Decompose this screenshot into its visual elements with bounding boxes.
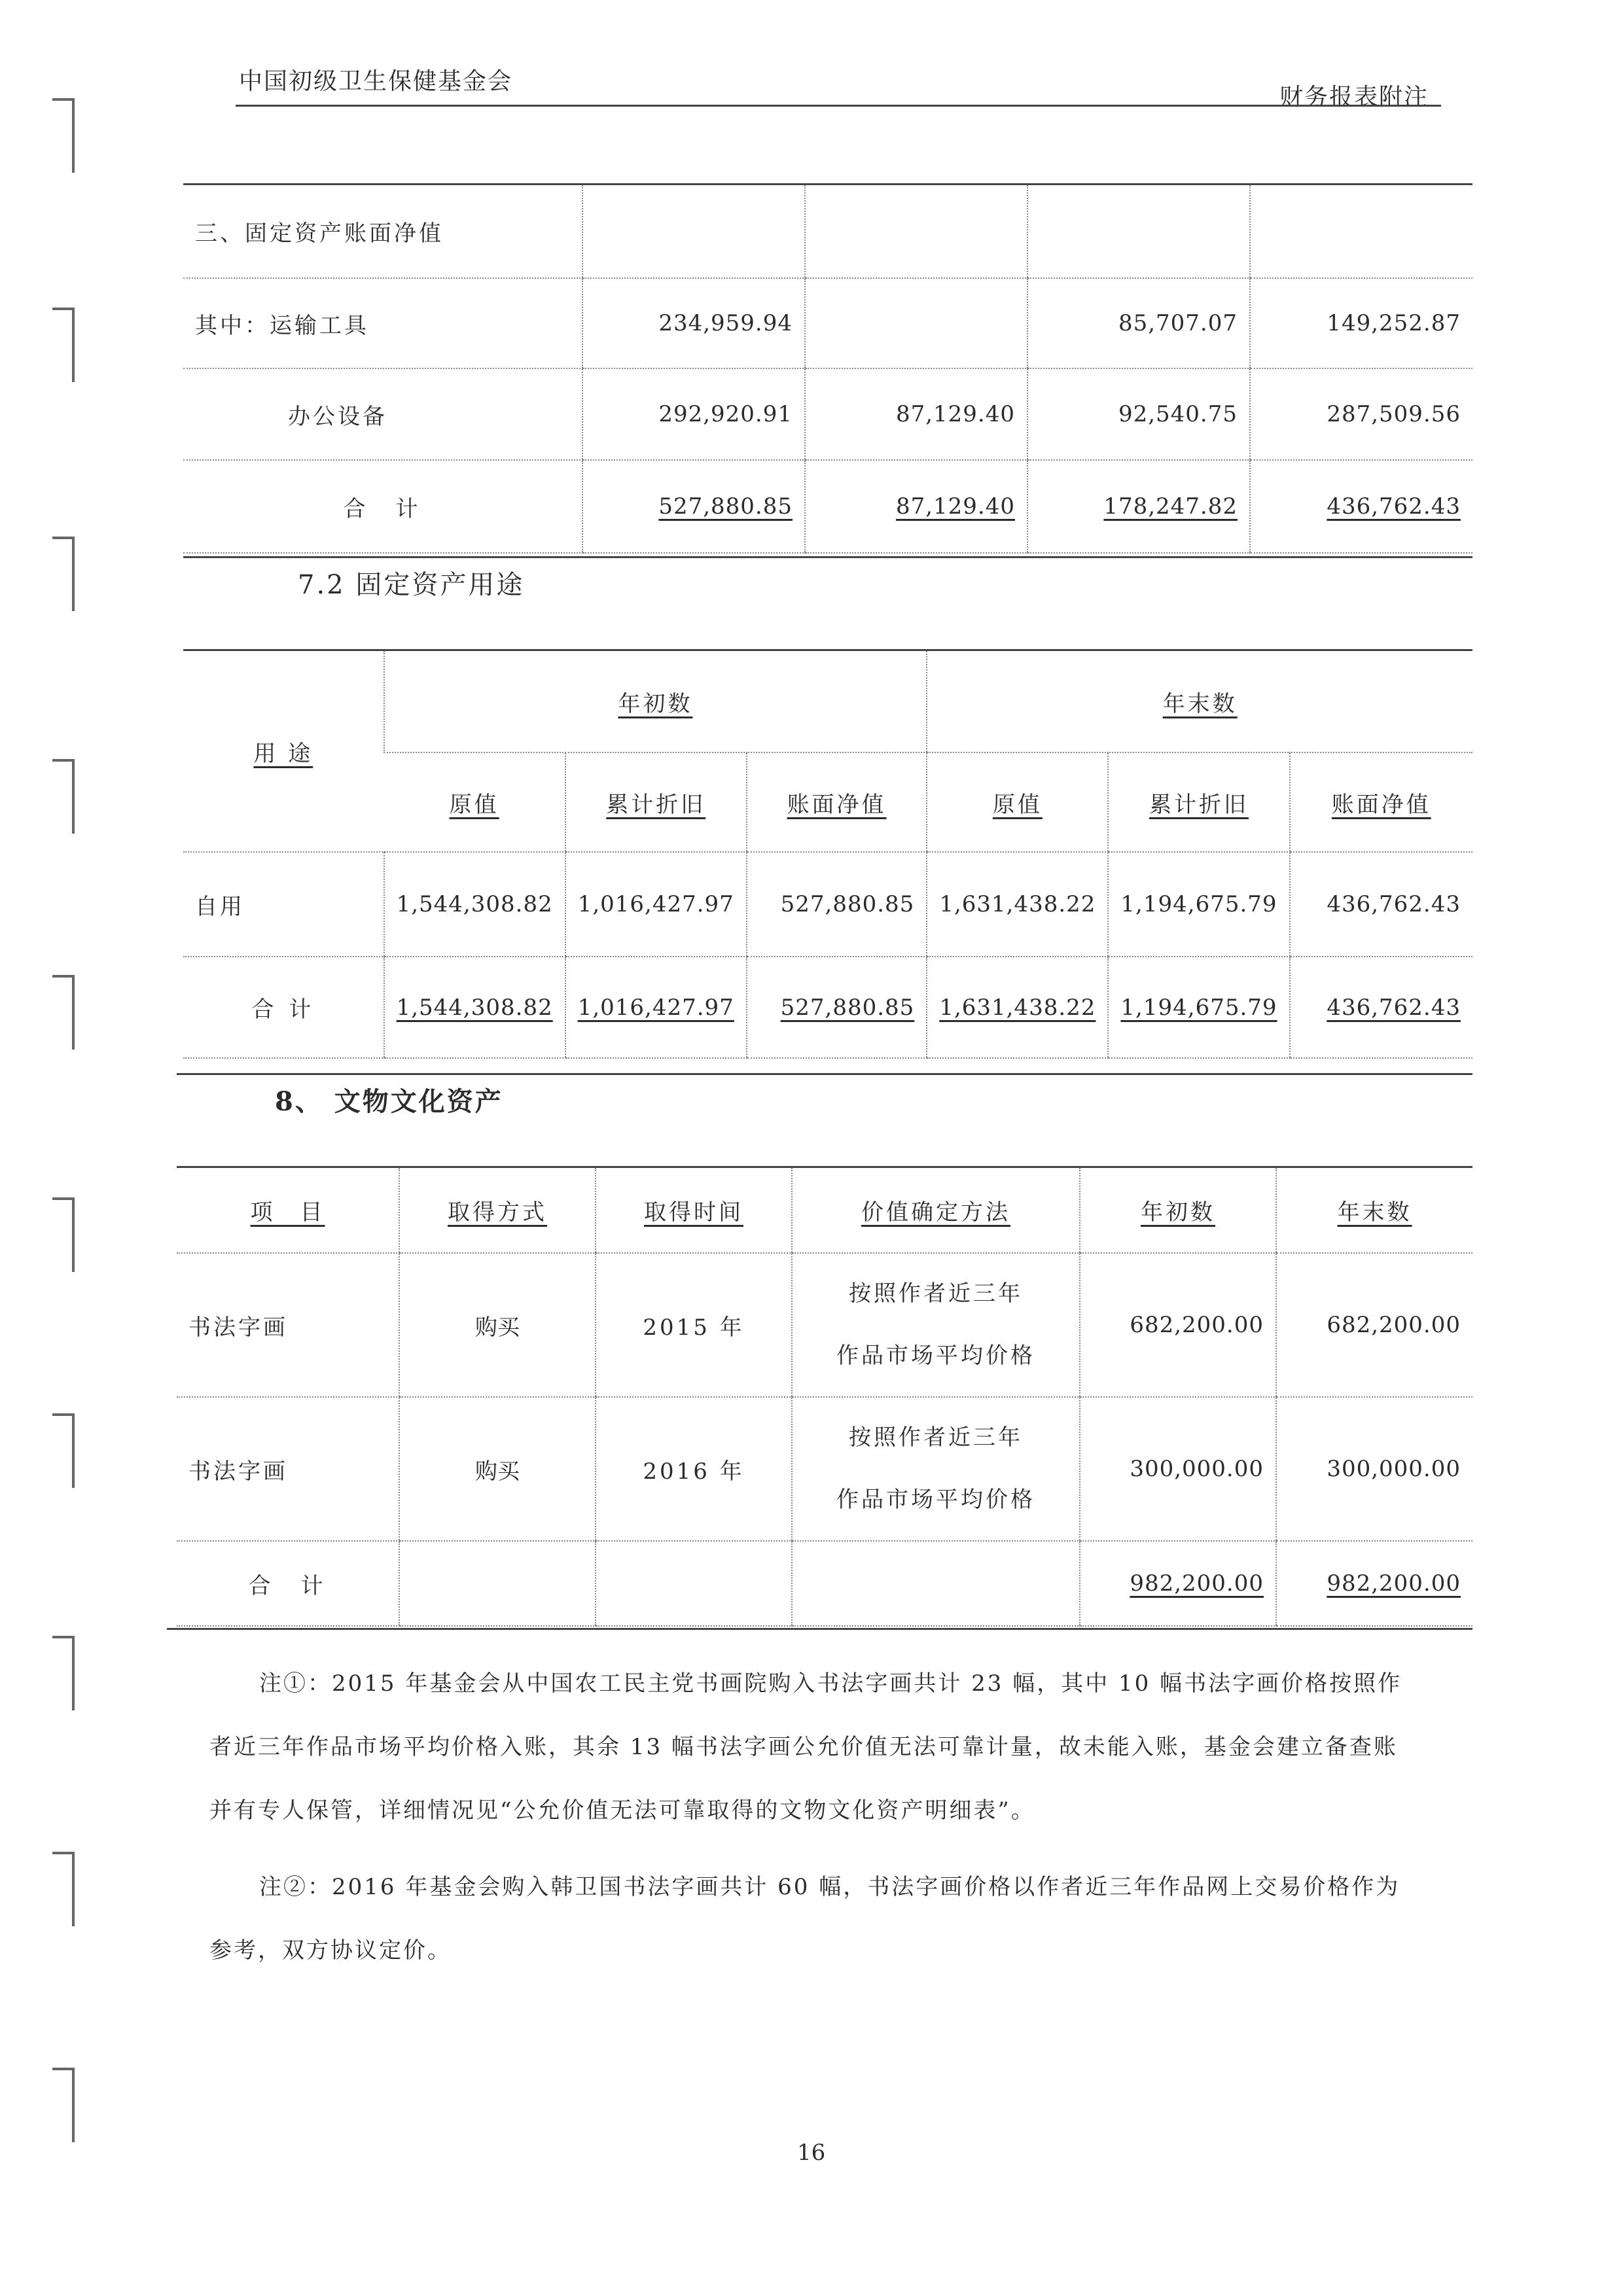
cell: 436,762.43: [1327, 994, 1461, 1021]
group-header-begin-text: 年初数: [618, 690, 693, 717]
table-header-row: [177, 1168, 1472, 1253]
row-label: 合 计: [177, 1541, 399, 1626]
table-row: [183, 852, 1472, 957]
note-1: 注①：2015 年基金会从中国农工民主党书画院购入书法字画共计 23 幅，其中 10 幅书法字画价格按照作者近三年作品市场平均价格入账，其余 13 幅书法字画公允价值无法可靠计量，故未能入账，基金会建立备查账并有专人保管，详细情况见“公允价值无法可靠取得的文物文化资产明细表”。: [209, 1670, 1402, 1824]
table-row-total: [183, 957, 1472, 1058]
group-header-end-text: 年末数: [1162, 690, 1238, 717]
cell: 1,016,427.97: [565, 852, 747, 957]
valuation-line: 按照作者近三年: [849, 1280, 1023, 1307]
cell: [792, 1253, 1080, 1397]
row-label: 合 计: [183, 957, 384, 1058]
subheader-cell: 账面净值: [1331, 791, 1431, 818]
col-header-use-text: 用 途: [253, 740, 313, 767]
cell: 292,920.91: [582, 368, 805, 460]
page-number: 16: [797, 2140, 826, 2166]
cell: 234,959.94: [582, 278, 805, 368]
cell: 682,200.00: [1080, 1253, 1276, 1397]
subheader-cell: 原值: [992, 791, 1043, 818]
section-title-7-2: 7.2 固定资产用途: [298, 570, 525, 600]
binding-mark: [52, 308, 75, 382]
table-row: [177, 1397, 1472, 1541]
group-header-begin: [384, 651, 927, 752]
cell: [1027, 185, 1250, 278]
row-label: 合 计: [183, 460, 582, 553]
table-row: [183, 368, 1472, 460]
cell: [805, 185, 1027, 278]
table-header-row: [183, 651, 1472, 752]
header-cell: 年初数: [1141, 1199, 1215, 1226]
group-header-end: [927, 651, 1472, 752]
subheader-cell: 账面净值: [787, 791, 887, 818]
cultural-assets-table: [177, 1168, 1472, 1627]
table-row-total: [183, 460, 1472, 553]
header-cell: 年末数: [1337, 1199, 1412, 1226]
binding-mark: [52, 1852, 75, 1926]
cell: 2016 年: [596, 1397, 792, 1541]
binding-mark: [52, 975, 75, 1050]
row-label: 其中：运输工具: [183, 278, 582, 368]
cell: 购买: [399, 1253, 596, 1397]
cell: 1,544,308.82: [384, 852, 565, 957]
table-row: [183, 278, 1472, 368]
valuation-line: 作品市场平均价格: [836, 1343, 1035, 1369]
binding-mark: [52, 1197, 75, 1272]
cell: 287,509.56: [1250, 368, 1472, 460]
cell: 682,200.00: [1276, 1253, 1472, 1397]
cell: [805, 278, 1027, 368]
cell: [1250, 185, 1472, 278]
section-title-8: 8、 文物文化资产: [275, 1086, 503, 1117]
table3-bottom-rule: [167, 1628, 1472, 1630]
cell: 300,000.00: [1080, 1397, 1276, 1541]
cell: 1,544,308.82: [396, 994, 553, 1021]
cell: 1,194,675.79: [1120, 994, 1277, 1021]
cell: 527,880.85: [658, 493, 793, 520]
cell: [792, 1397, 1080, 1541]
table2-bottom-rule: [177, 1073, 1472, 1075]
cell: 436,762.43: [1327, 493, 1461, 520]
header-cell: 项 目: [250, 1199, 325, 1226]
row-label: 三、固定资产账面净值: [183, 185, 582, 278]
cell: 1,631,438.22: [927, 852, 1108, 957]
cell: 300,000.00: [1276, 1397, 1472, 1541]
cell: 书法字画: [177, 1253, 399, 1397]
subheader-cell: 原值: [449, 791, 499, 818]
header-cell: 取得方式: [448, 1199, 547, 1226]
subheader-cell: 累计折旧: [1149, 791, 1249, 818]
cell: 87,129.40: [805, 368, 1027, 460]
table-row-total: [177, 1541, 1472, 1626]
cell: 85,707.07: [1027, 278, 1250, 368]
cell: 527,880.85: [780, 994, 915, 1021]
table-row: [177, 1253, 1472, 1397]
row-label: 自用: [183, 852, 384, 957]
binding-mark: [52, 537, 75, 611]
cell: 1,016,427.97: [577, 994, 734, 1021]
cell: 1,194,675.79: [1108, 852, 1289, 957]
binding-mark: [52, 759, 75, 834]
row-label: 办公设备: [183, 368, 582, 460]
binding-mark: [52, 1413, 75, 1488]
header-rule: [236, 105, 1441, 107]
cell: 149,252.87: [1250, 278, 1472, 368]
cell: 178,247.82: [1103, 493, 1238, 520]
note-2: 注②：2016 年基金会购入韩卫国书法字画共计 60 幅，书法字画价格以作者近三年作品网上交易价格作为参考，双方协议定价。: [209, 1874, 1400, 1964]
valuation-line: 按照作者近三年: [849, 1424, 1023, 1451]
cell: 527,880.85: [747, 852, 927, 957]
col-header-use: [183, 651, 384, 852]
fixed-asset-net-table: [183, 185, 1472, 554]
table1-bottom-rule: [183, 556, 1472, 558]
cell: [596, 1541, 792, 1626]
cell: 购买: [399, 1397, 596, 1541]
cell: 92,540.75: [1027, 368, 1250, 460]
subheader-cell: 累计折旧: [606, 791, 706, 818]
binding-mark: [52, 1636, 75, 1710]
cell: [792, 1541, 1080, 1626]
cell: 436,762.43: [1290, 852, 1472, 957]
header-doc-title: 财务报表附注: [1279, 84, 1429, 111]
header-org: 中国初级卫生保健基金会: [239, 68, 513, 95]
binding-mark: [52, 98, 75, 173]
cell: 1,631,438.22: [939, 994, 1096, 1021]
cell: 2015 年: [596, 1253, 792, 1397]
cell: [582, 185, 805, 278]
cell: [399, 1541, 596, 1626]
cell: 87,129.40: [895, 493, 1015, 520]
cell: 书法字画: [177, 1397, 399, 1541]
binding-mark: [52, 2068, 75, 2142]
table-row: [183, 185, 1472, 278]
header-cell: 价值确定方法: [861, 1199, 1010, 1226]
fixed-asset-use-table: [183, 651, 1472, 1059]
header-cell: 取得时间: [644, 1199, 743, 1226]
notes-block: [209, 1652, 1407, 1983]
valuation-line: 作品市场平均价格: [836, 1487, 1035, 1513]
cell: 982,200.00: [1327, 1570, 1461, 1597]
cell: 982,200.00: [1130, 1570, 1264, 1597]
